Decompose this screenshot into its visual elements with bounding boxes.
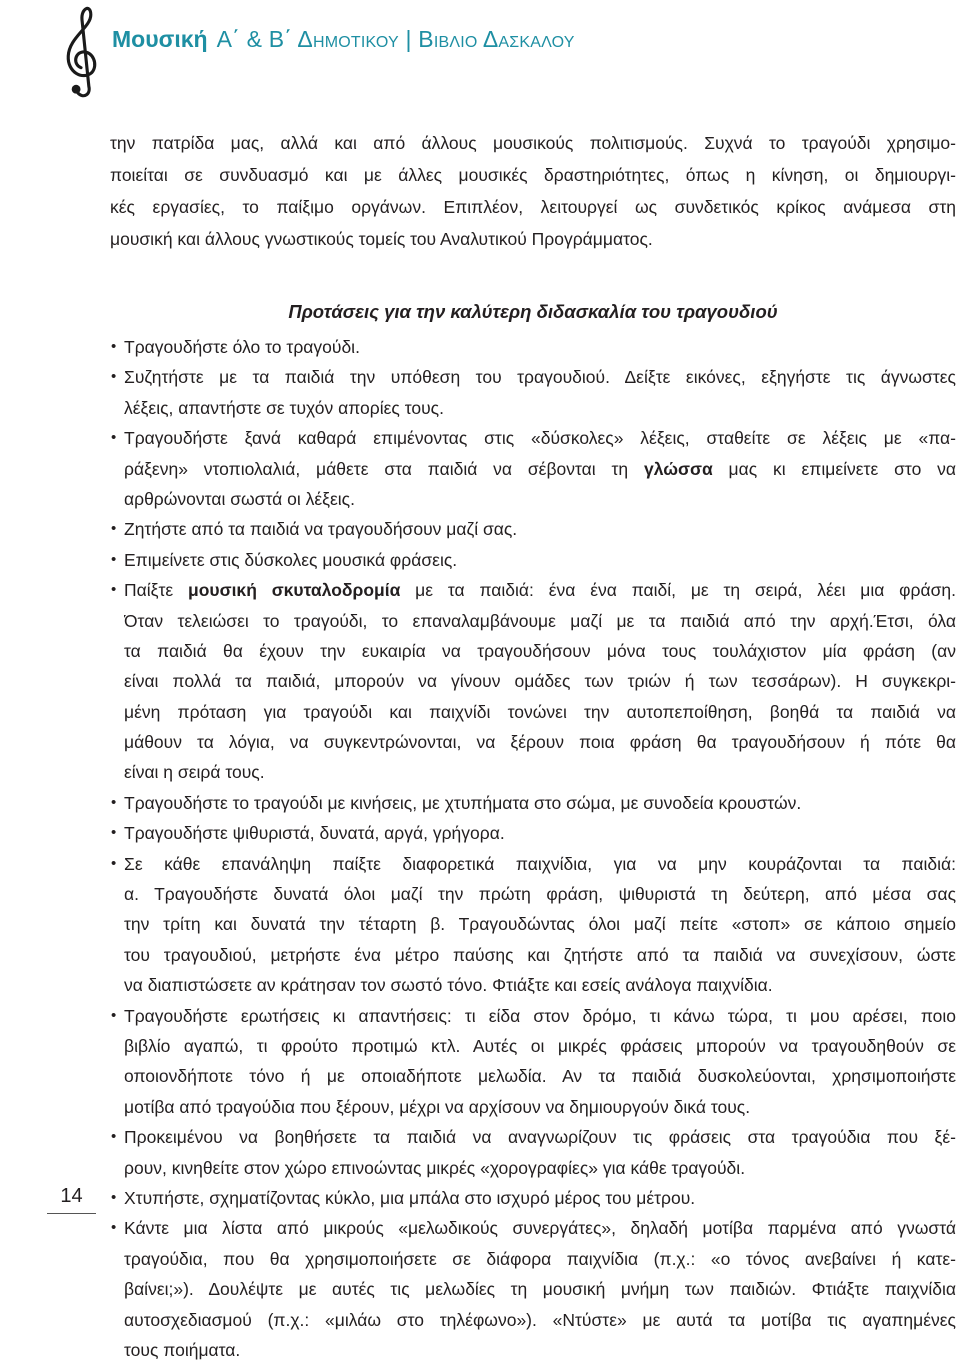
bullet-item [110, 1122, 956, 1183]
bullet-line: Χτυπήστε, σχηματίζοντας κύκλο, μια μπάλα στο ισχυρό μέρος του μέτρου. [124, 1187, 696, 1208]
bullet-marker: • [111, 1128, 117, 1146]
bullet-item [110, 1213, 956, 1365]
bullet-line: τραγούδια, που θα χρησιμοποιήσετε σε διάφορα παιχνίδια (π.χ.: «ο τόνος ανεβαίνει ή κατε- [124, 1248, 956, 1269]
bullet-marker: • [111, 854, 117, 872]
bullet-marker: • [111, 1188, 117, 1206]
bullet-item [110, 849, 956, 1001]
bullet-marker: • [111, 1219, 117, 1237]
bullet-line: μοτίβα από τραγούδια που ξέρουν, μέχρι να αρχίσουν να δημιουργούν δικά τους. [124, 1096, 751, 1117]
bullet-item [110, 575, 956, 788]
bullet-line: λέξεις, απαντήστε σε τυχόν απορίες τους. [124, 397, 444, 418]
bullet-marker: • [111, 793, 117, 811]
bullet-line: μάθουν τα λόγια, να συγκεντρώνονται, να ξέρουν ποια φράση θα τραγουδήσουν ή πότε θα [124, 732, 956, 753]
bold-term: μουσική σκυταλοδρομία [188, 580, 401, 601]
bullet-line: οποιονδήποτε τόνο ή με οποιαδήποτε μελωδία. Αν τα παιδιά δυσκολεύονται, χρησιμοποιήστε [124, 1066, 956, 1087]
bullet-item [110, 818, 956, 848]
bullet-item [110, 545, 956, 575]
bullet-line: Κάντε μια λίστα από μικρούς «μελωδικούς συνεργάτες», δηλαδή μοτίβα παρμένα από γνωστά [124, 1218, 956, 1239]
bullet-marker: • [111, 429, 117, 447]
bullet-line: Τραγουδήστε ξανά καθαρά επιμένοντας στις «δύσκολες» λέξεις, σταθείτε σε λέξεις με «πα- [124, 428, 956, 449]
bullet-item [110, 1001, 956, 1123]
subject-title: Μουσική [112, 26, 208, 52]
book-subtitle: Α΄ & Β΄ Δημοτικου | Βιβλιο Δασκαλου [216, 26, 575, 52]
intro-line: την πατρίδα μας, αλλά και από άλλους μουσικούς πολιτισμούς. Συχνά το τραγούδι χρησιμο- [110, 133, 956, 153]
bullet-list [110, 332, 956, 1365]
bullet-line: τους ποιήματα. [124, 1339, 241, 1360]
bullet-line: ρουν, κινηθείτε στον χώρο επινοώντας μικρές «χορογραφίες» για κάθε τραγούδι. [124, 1157, 746, 1178]
bullet-line: Τραγουδήστε ψιθυριστά, δυνατά, αργά, γρήγορα. [124, 823, 505, 844]
bullet-line: Τραγουδήστε το τραγούδι με κινήσεις, με χτυπήματα στο σώμα, με συνοδεία κρουστών. [124, 792, 802, 813]
header-title [112, 26, 575, 66]
bullet-marker: • [111, 581, 117, 599]
bullet-line: Σε κάθε επανάληψη παίξτε διαφορετικά παιχνίδια, για να μην κουράζονται τα παιδιά: [124, 853, 956, 874]
intro-line: κές εργασίες, το παίξιμο οργάνων. Επιπλέον, λειτουργεί ως συνδετικός κρίκος ανάμεσα στη [110, 197, 956, 217]
bullet-item [110, 788, 956, 818]
bullet-marker: • [111, 1006, 117, 1024]
bullet-line: Τραγουδήστε όλο το τραγούδι. [124, 337, 360, 357]
text-run: Παίξτε [124, 580, 189, 601]
bullet-line: μένη πρόταση για τραγούδι και παιχνίδι τονώνει την αυτοπεποίθηση, βοηθά τα παιδιά να [124, 701, 956, 722]
intro-paragraph [110, 127, 956, 255]
bullet-line: του τραγουδιού, μετρήστε ένα μέτρο παύσης και ζητήστε από τα παιδιά να συνεχίσουν, ώστε [124, 944, 956, 965]
bullet-marker: • [111, 338, 117, 355]
bullet-line: Όταν τελειώσει το τραγούδι, το επαναλαμβάνουμε μαζί με τα παιδιά από την αρχή.Έτσι, όλα [124, 610, 956, 631]
bullet-line: τα παιδιά θα έχουν την ευκαιρία να τραγουδήσουν μόνα τους τουλάχιστον μία φράση (αν [124, 640, 956, 661]
bullet-item [110, 423, 956, 514]
bullet-line: Προκειμένου να βοηθήσετε τα παιδιά να αναγνωρίζουν τις φράσεις στα τραγούδια που ξέ- [124, 1127, 956, 1148]
text-run: μας κι επιμείνετε στο να [712, 458, 956, 479]
bullet-item [110, 514, 956, 544]
bullet-line: είναι πολλά τα παιδιά, μπορούν να γίνουν ομάδες των τριών ή των τεσσάρων). Η συγκεκρι- [124, 671, 956, 692]
bullet-marker: • [111, 824, 117, 842]
bullet-marker: • [111, 550, 117, 568]
bullet-line: την τρίτη και δυνατά την τέταρτη β. Τραγουδώντας όλοι μαζί πείτε «στοπ» σε κάποιο σημείο [124, 914, 956, 935]
bullet-line [124, 454, 956, 484]
text-run: ράξενη» ντοπιολαλιά, μάθετε στα παιδιά να σέβονται τη [124, 458, 644, 479]
bold-term: γλώσσα [643, 458, 713, 479]
page-number-rule [47, 1213, 96, 1214]
bullet-item [110, 1183, 956, 1213]
bullet-line [124, 575, 956, 605]
page-number: 14 [60, 1185, 83, 1207]
bullet-item [110, 332, 956, 362]
intro-line: ποιείται σε συνδυασμό και με άλλες μουσικές δραστηριότητες, όπως η κίνηση, οι δημιουργι- [110, 165, 956, 185]
bullet-line: Τραγουδήστε ερωτήσεις κι απαντήσεις: τι είδα στον δρόμο, τι κάνω τώρα, τι μου αρέσει, ποιο [124, 1005, 956, 1026]
bullet-line: βιβλίο αγαπώ, τι φρούτο προτιμώ κτλ. Αυτές οι μικρές φράσεις μπορούν να τραγουδηθούν σε [124, 1035, 956, 1056]
treble-clef-icon [60, 2, 102, 100]
bullet-line: είναι η σειρά τους. [124, 762, 265, 783]
text-run: με τα παιδιά: ένα ένα παιδί, με τη σειρά, λέει μια φράση. [400, 580, 956, 601]
bullet-item [110, 362, 956, 423]
bullet-line: αυτοσχεδιασμού (π.χ.: «μιλάω στο τηλέφωνο»). «Ντύστε» με αυτά τα μοτίβα τις αγαπημένες [124, 1309, 956, 1330]
bullet-line: αρθρώνονται σωστά οι λέξεις. [124, 488, 355, 509]
bullet-line: α. Τραγουδήστε δυνατά όλοι μαζί την πρώτη φράση, ψιθυριστά τη δεύτερη, από μέσα σας [124, 884, 956, 905]
bullet-line: Επιμείνετε στις δύσκολες μουσικά φράσεις. [124, 549, 458, 570]
bullet-marker: • [111, 520, 117, 538]
bullet-line: βαίνει;»). Δουλέψτε με αυτές τις μελωδίες τη μουσική μνήμη των παιδιών. Φτιάξτε παιχνίδια [124, 1279, 956, 1300]
section-heading: Προτάσεις για την καλύτερη διδασκαλία του τραγουδιού [288, 301, 778, 322]
intro-line: μουσική και άλλους γνωστικούς τομείς του Αναλυτικού Προγράμματος. [110, 229, 653, 249]
bullet-line: Συζητήστε με τα παιδιά την υπόθεση του τραγουδιού. Δείξτε εικόνες, εξηγήστε τις άγνωστες [124, 367, 956, 388]
bullet-line: να διαπιστώσετε αν κράτησαν τον σωστό τόνο. Φτιάξτε και εσείς ανάλογα παιχνίδια. [124, 975, 773, 996]
bullet-line: Ζητήστε από τα παιδιά να τραγουδήσουν μαζί σας. [124, 519, 518, 540]
bullet-marker: • [111, 368, 117, 386]
